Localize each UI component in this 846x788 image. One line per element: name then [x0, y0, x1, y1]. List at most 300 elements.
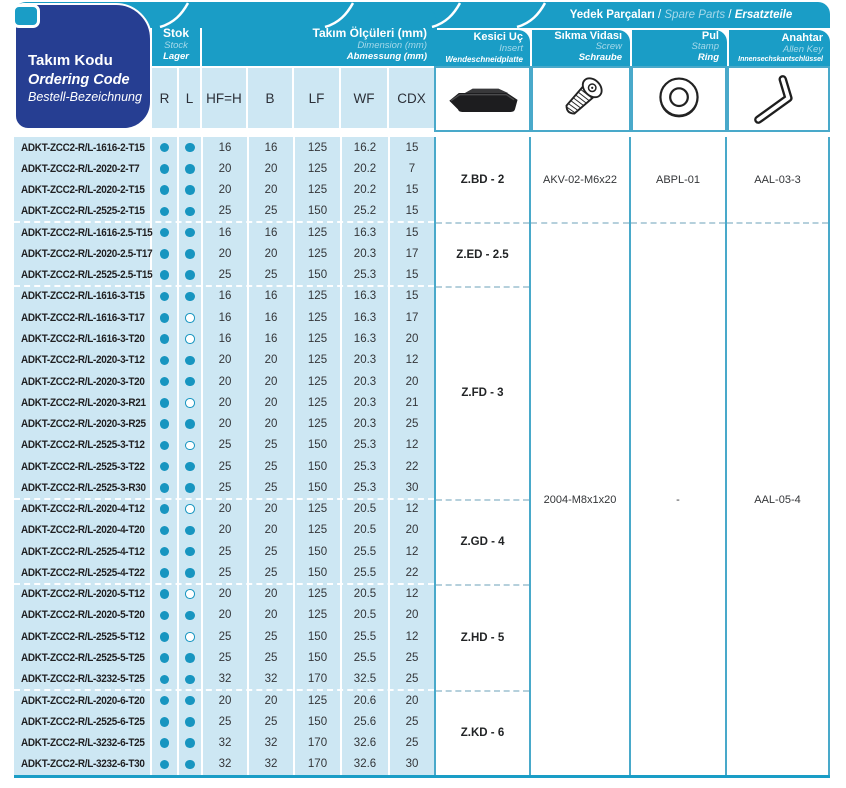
table-row — [14, 541, 434, 562]
tool-code: ADKT-ZCC2-R/L-2020-5-T20 — [14, 605, 150, 626]
value-lf: 150 — [295, 647, 340, 668]
value-wf: 25.2 — [342, 201, 388, 222]
value-cdx: 25 — [390, 647, 434, 668]
stock-available-dot — [160, 717, 170, 727]
value-wf: 20.3 — [342, 413, 388, 434]
allen-key-label-tr: Anahtar — [781, 32, 823, 45]
value-b: 20 — [249, 413, 293, 434]
value-lf: 125 — [295, 584, 340, 605]
value-wf: 25.3 — [342, 456, 388, 477]
value-hf: 20 — [203, 180, 247, 201]
tool-code-label-en: Ordering Code — [28, 71, 130, 88]
value-lf: 170 — [295, 732, 340, 753]
stock-available-dot — [185, 738, 195, 748]
stock-available-dot — [185, 526, 195, 536]
stock-available-dot — [185, 760, 195, 770]
dimensions-header — [202, 2, 437, 66]
value-lf: 125 — [295, 413, 340, 434]
table-row — [14, 137, 434, 158]
value-wf: 25.5 — [342, 647, 388, 668]
tool-code: ADKT-ZCC2-R/L-2020-3-R25 — [14, 413, 150, 434]
stock-cell-l — [179, 350, 201, 371]
value-hf: 20 — [203, 350, 247, 371]
table-row — [14, 265, 434, 286]
value-wf: 32.5 — [342, 669, 388, 690]
stock-available-dot — [185, 185, 195, 195]
stock-cell-r — [152, 350, 177, 371]
value-b: 20 — [249, 690, 293, 711]
stock-cell-r — [152, 754, 177, 775]
stock-available-dot — [160, 143, 170, 153]
value-cdx: 12 — [390, 435, 434, 456]
group-separator — [14, 583, 434, 585]
stock-cell-r — [152, 605, 177, 626]
stock-available-dot — [160, 462, 170, 472]
table-row — [14, 180, 434, 201]
stock-available-dot — [185, 611, 195, 621]
stock-cell-l — [179, 201, 201, 222]
table-row — [14, 711, 434, 732]
value-cdx: 17 — [390, 243, 434, 264]
stock-available-dot — [160, 398, 170, 408]
tool-code: ADKT-ZCC2-R/L-2525-5-T25 — [14, 647, 150, 668]
stock-cell-r — [152, 562, 177, 583]
tool-code: ADKT-ZCC2-R/L-1616-3-T15 — [14, 286, 150, 307]
screw-label-en: Screw — [595, 41, 622, 53]
pul-col — [631, 137, 727, 775]
value-cdx: 25 — [390, 413, 434, 434]
tool-code: ADKT-ZCC2-R/L-2525-3-R30 — [14, 477, 150, 498]
stock-cell-r — [152, 456, 177, 477]
stock-cell-l — [179, 754, 201, 775]
stock-available-dot — [160, 568, 170, 578]
value-wf: 20.5 — [342, 584, 388, 605]
stock-cell-l — [179, 286, 201, 307]
value-lf: 150 — [295, 626, 340, 647]
table-row — [14, 350, 434, 371]
table-row — [14, 158, 434, 179]
stock-unavailable-dot — [185, 441, 195, 451]
value-hf: 32 — [203, 669, 247, 690]
stock-cell-l — [179, 413, 201, 434]
stock-cell-r — [152, 711, 177, 732]
value-cdx: 30 — [390, 754, 434, 775]
value-wf: 20.5 — [342, 605, 388, 626]
value-b: 25 — [249, 647, 293, 668]
column-header-wf: WF — [341, 68, 387, 128]
value-lf: 125 — [295, 180, 340, 201]
insert-label-tr: Kesici Uç — [473, 31, 523, 44]
value-cdx: 15 — [390, 286, 434, 307]
grooving-insert-icon — [444, 80, 522, 118]
stock-unavailable-dot — [185, 313, 195, 323]
stock-cell-l — [179, 562, 201, 583]
stock-available-dot — [185, 696, 195, 706]
value-lf: 150 — [295, 456, 340, 477]
value-cdx: 15 — [390, 137, 434, 158]
stock-available-dot — [160, 632, 170, 642]
value-b: 25 — [249, 626, 293, 647]
value-cdx: 30 — [390, 477, 434, 498]
stock-cell-r — [152, 520, 177, 541]
value-cdx: 21 — [390, 392, 434, 413]
stock-available-dot — [185, 292, 195, 302]
value-cdx: 15 — [390, 265, 434, 286]
spare-parts-label-en: Spare Parts — [664, 9, 726, 21]
stock-available-dot — [185, 483, 195, 493]
value-wf: 20.3 — [342, 371, 388, 392]
value-cdx: 17 — [390, 307, 434, 328]
screw-image-cell — [531, 66, 631, 132]
column-header-b: B — [248, 68, 292, 128]
stock-available-dot — [185, 164, 195, 174]
stock-cell-l — [179, 158, 201, 179]
group-separator — [14, 689, 434, 691]
tool-code: ADKT-ZCC2-R/L-2020-3-T20 — [14, 371, 150, 392]
screw-label-de: Schraube — [578, 52, 622, 64]
tool-code: ADKT-ZCC2-R/L-1616-2-T15 — [14, 137, 150, 158]
screw-code-cell: 2004-M8x1x20 — [531, 222, 629, 775]
value-lf: 125 — [295, 222, 340, 243]
value-b: 20 — [249, 243, 293, 264]
tool-code: ADKT-ZCC2-R/L-2020-3-R21 — [14, 392, 150, 413]
stock-available-dot — [185, 547, 195, 557]
table-row — [14, 286, 434, 307]
stock-available-dot — [185, 568, 195, 578]
column-header-l: L — [179, 68, 200, 128]
value-b: 25 — [249, 456, 293, 477]
stock-cell-l — [179, 307, 201, 328]
insert-type-cell: Z.BD - 2 — [460, 173, 505, 186]
value-hf: 20 — [203, 243, 247, 264]
value-hf: 16 — [203, 286, 247, 307]
value-hf: 20 — [203, 605, 247, 626]
value-wf: 25.3 — [342, 265, 388, 286]
stock-cell-l — [179, 584, 201, 605]
tool-code: ADKT-ZCC2-R/L-2525-5-T12 — [14, 626, 150, 647]
ring-header — [632, 30, 727, 66]
tool-code: ADKT-ZCC2-R/L-1616-3-T17 — [14, 307, 150, 328]
tool-code: ADKT-ZCC2-R/L-2020-2-T7 — [14, 158, 150, 179]
value-lf: 150 — [295, 477, 340, 498]
tool-code: ADKT-ZCC2-R/L-2525-3-T22 — [14, 456, 150, 477]
screw-code-cell: AKV-02-M6x22 — [543, 173, 617, 186]
group-separator — [14, 221, 434, 223]
value-wf: 16.3 — [342, 222, 388, 243]
table-row — [14, 392, 434, 413]
hex-key-icon — [749, 72, 809, 126]
stock-available-dot — [160, 334, 170, 344]
value-cdx: 22 — [390, 562, 434, 583]
value-wf: 25.3 — [342, 435, 388, 456]
dimensions-label-tr: Takım Ölçüleri (mm) — [312, 26, 427, 41]
value-hf: 32 — [203, 754, 247, 775]
table-row — [14, 669, 434, 690]
screw-label-tr: Sıkma Vidası — [554, 29, 622, 42]
value-lf: 125 — [295, 520, 340, 541]
stock-cell-r — [152, 690, 177, 711]
value-hf: 16 — [203, 307, 247, 328]
tool-code-label-tr: Takım Kodu — [28, 52, 113, 69]
stock-available-dot — [160, 675, 170, 685]
value-hf: 25 — [203, 201, 247, 222]
value-b: 16 — [249, 286, 293, 307]
value-lf: 125 — [295, 690, 340, 711]
value-hf: 20 — [203, 520, 247, 541]
value-wf: 20.6 — [342, 690, 388, 711]
value-lf: 125 — [295, 350, 340, 371]
torx-screw-icon — [553, 71, 609, 127]
stock-available-dot — [160, 547, 170, 557]
value-b: 20 — [249, 350, 293, 371]
screw-header — [532, 30, 630, 66]
stock-cell-r — [152, 222, 177, 243]
value-lf: 125 — [295, 243, 340, 264]
stock-cell-r — [152, 201, 177, 222]
value-wf: 25.6 — [342, 711, 388, 732]
insert-label-en: Insert — [499, 42, 523, 54]
ring-label-tr: Pul — [701, 29, 719, 42]
allen-key-image-cell — [727, 66, 830, 132]
value-b: 20 — [249, 605, 293, 626]
stock-cell-l — [179, 605, 201, 626]
value-b: 32 — [249, 754, 293, 775]
value-cdx: 12 — [390, 350, 434, 371]
dimensions-label-de: Abmessung (mm) — [346, 51, 427, 63]
stock-cell-l — [179, 328, 201, 349]
stock-available-dot — [185, 207, 195, 217]
table-row — [14, 690, 434, 711]
ring-label-de: Ring — [697, 52, 719, 64]
stock-cell-l — [179, 222, 201, 243]
value-wf: 16.3 — [342, 307, 388, 328]
table-row — [14, 222, 434, 243]
table-row — [14, 371, 434, 392]
stock-available-dot — [160, 589, 170, 599]
stock-available-dot — [185, 270, 195, 280]
insert-type-cell: Z.FD - 3 — [436, 286, 529, 499]
stock-available-dot — [185, 419, 195, 429]
column-header-lf: LF — [294, 68, 339, 128]
stock-cell-r — [152, 584, 177, 605]
value-b: 32 — [249, 732, 293, 753]
value-b: 20 — [249, 584, 293, 605]
group-separator — [14, 285, 434, 287]
stock-cell-l — [179, 669, 201, 690]
value-wf: 20.3 — [342, 350, 388, 371]
stock-cell-l — [179, 477, 201, 498]
value-hf: 20 — [203, 413, 247, 434]
table-row — [14, 243, 434, 264]
value-wf: 32.6 — [342, 732, 388, 753]
stock-available-dot — [160, 207, 170, 217]
value-lf: 170 — [295, 754, 340, 775]
value-lf: 125 — [295, 307, 340, 328]
dimensions-label-en: Dimension (mm) — [357, 40, 427, 52]
column-header-hf: HF=H — [202, 68, 246, 128]
table-row — [14, 647, 434, 668]
stock-available-dot — [160, 270, 170, 280]
stock-cell-r — [152, 286, 177, 307]
stock-available-dot — [160, 441, 170, 451]
table-row — [14, 328, 434, 349]
tool-code: ADKT-ZCC2-R/L-2525-6-T25 — [14, 711, 150, 732]
column-header-cdx: CDX — [389, 68, 434, 128]
value-lf: 125 — [295, 286, 340, 307]
stock-cell-r — [152, 669, 177, 690]
stock-cell-l — [179, 392, 201, 413]
stock-available-dot — [185, 249, 195, 259]
tool-code: ADKT-ZCC2-R/L-2020-2.5-T17 — [14, 243, 150, 264]
value-cdx: 12 — [390, 626, 434, 647]
stock-available-dot — [160, 228, 170, 238]
stock-cell-r — [152, 307, 177, 328]
value-hf: 20 — [203, 158, 247, 179]
value-lf: 150 — [295, 562, 340, 583]
stock-cell-l — [179, 520, 201, 541]
allen-key-header — [729, 30, 830, 66]
stock-cell-r — [152, 647, 177, 668]
stock-label-tr: Stok — [162, 26, 189, 41]
value-b: 25 — [249, 435, 293, 456]
stock-available-dot — [185, 143, 195, 153]
stock-header — [152, 2, 200, 66]
stock-cell-r — [152, 392, 177, 413]
value-lf: 125 — [295, 605, 340, 626]
value-hf: 32 — [203, 732, 247, 753]
value-hf: 25 — [203, 562, 247, 583]
stock-available-dot — [160, 526, 170, 536]
ring-label-en: Stamp — [691, 41, 719, 53]
stock-cell-l — [179, 180, 201, 201]
value-hf: 20 — [203, 392, 247, 413]
tool-code: ADKT-ZCC2-R/L-3232-6-T25 — [14, 732, 150, 753]
stock-cell-r — [152, 180, 177, 201]
stock-available-dot — [185, 653, 195, 663]
stock-available-dot — [160, 249, 170, 259]
stock-cell-l — [179, 435, 201, 456]
allen-key-code-cell: AAL-05-4 — [727, 222, 828, 775]
washer-ring-icon — [653, 73, 705, 125]
tool-code: ADKT-ZCC2-R/L-2020-5-T12 — [14, 584, 150, 605]
value-b: 25 — [249, 477, 293, 498]
value-b: 32 — [249, 669, 293, 690]
stock-available-dot — [160, 185, 170, 195]
stock-cell-r — [152, 265, 177, 286]
value-cdx: 20 — [390, 690, 434, 711]
value-b: 16 — [249, 137, 293, 158]
value-hf: 25 — [203, 265, 247, 286]
value-wf: 25.5 — [342, 562, 388, 583]
value-hf: 20 — [203, 690, 247, 711]
value-wf: 20.3 — [342, 243, 388, 264]
insert-header — [437, 30, 530, 66]
value-lf: 125 — [295, 371, 340, 392]
value-cdx: 22 — [390, 456, 434, 477]
table-row — [14, 413, 434, 434]
value-lf: 150 — [295, 265, 340, 286]
value-b: 16 — [249, 222, 293, 243]
stock-available-dot — [185, 356, 195, 366]
stock-available-dot — [160, 760, 170, 770]
insert-col — [434, 137, 531, 775]
value-cdx: 15 — [390, 222, 434, 243]
stock-cell-r — [152, 477, 177, 498]
stock-cell-l — [179, 265, 201, 286]
table-row — [14, 562, 434, 583]
value-b: 25 — [249, 541, 293, 562]
value-hf: 16 — [203, 328, 247, 349]
stock-cell-r — [152, 158, 177, 179]
value-cdx: 15 — [390, 180, 434, 201]
value-hf: 25 — [203, 626, 247, 647]
insert-type-cell: Z.GD - 4 — [436, 499, 529, 584]
value-b: 20 — [249, 180, 293, 201]
stock-cell-r — [152, 499, 177, 520]
value-b: 25 — [249, 265, 293, 286]
stock-cell-l — [179, 456, 201, 477]
value-b: 25 — [249, 562, 293, 583]
stock-available-dot — [185, 717, 195, 727]
ring-code-cell: ABPL-01 — [655, 173, 701, 186]
value-lf: 125 — [295, 137, 340, 158]
insert-type-cell: Z.KD - 6 — [436, 690, 529, 775]
stock-label-de: Lager — [163, 51, 189, 63]
table-row — [14, 201, 434, 222]
stock-cell-r — [152, 541, 177, 562]
stock-available-dot — [160, 738, 170, 748]
stock-available-dot — [160, 377, 170, 387]
stock-available-dot — [160, 696, 170, 706]
value-lf: 125 — [295, 158, 340, 179]
table-row — [14, 605, 434, 626]
stock-unavailable-dot — [185, 589, 195, 599]
value-hf: 20 — [203, 499, 247, 520]
value-wf: 32.6 — [342, 754, 388, 775]
value-b: 16 — [249, 328, 293, 349]
tool-code: ADKT-ZCC2-R/L-1616-2.5-T15 — [14, 222, 150, 243]
stock-available-dot — [185, 675, 195, 685]
stock-cell-r — [152, 435, 177, 456]
tool-code: ADKT-ZCC2-R/L-2525-3-T12 — [14, 435, 150, 456]
insert-label-de: Wendeschneidplatte — [445, 54, 523, 64]
value-cdx: 20 — [390, 605, 434, 626]
allen-key-label-de: Innensechskantschlüssel — [738, 55, 823, 63]
value-wf: 20.2 — [342, 158, 388, 179]
table-row — [14, 732, 434, 753]
stock-cell-r — [152, 413, 177, 434]
value-hf: 25 — [203, 711, 247, 732]
tool-code: ADKT-ZCC2-R/L-2020-2-T15 — [14, 180, 150, 201]
value-b: 20 — [249, 158, 293, 179]
value-b: 16 — [249, 307, 293, 328]
tool-code-label-de: Bestell-Bezeichnung — [28, 90, 142, 105]
value-hf: 16 — [203, 222, 247, 243]
insert-image-cell — [434, 66, 531, 132]
screw-col — [531, 137, 631, 775]
stock-cell-l — [179, 711, 201, 732]
value-hf: 20 — [203, 584, 247, 605]
rows-grid — [14, 137, 434, 775]
tool-code: ADKT-ZCC2-R/L-1616-3-T20 — [14, 328, 150, 349]
value-hf: 25 — [203, 435, 247, 456]
value-wf: 20.2 — [342, 180, 388, 201]
stock-available-dot — [185, 228, 195, 238]
value-hf: 25 — [203, 541, 247, 562]
stock-unavailable-dot — [185, 398, 195, 408]
table-row — [14, 520, 434, 541]
value-b: 25 — [249, 711, 293, 732]
